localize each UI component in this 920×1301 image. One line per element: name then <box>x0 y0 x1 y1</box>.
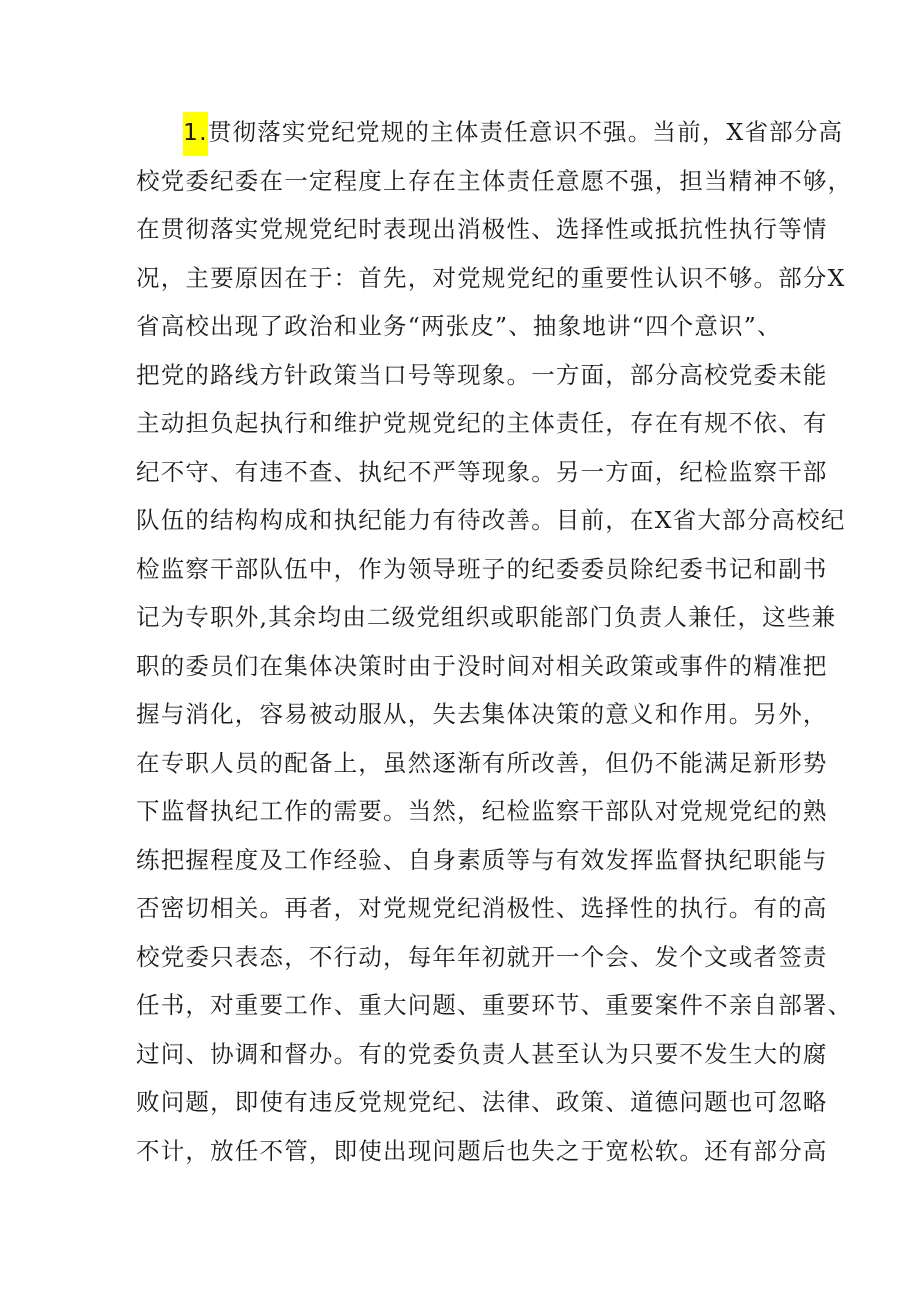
paragraph-line-4: 况，主要原因在于：首先，对党规党纪的重要性认识不够。部分X <box>136 264 846 292</box>
paragraph-line-text: 贯彻落实党纪党规的主体责任意识不强。当前，X省部分高 <box>207 118 844 146</box>
paragraph-line-15: 下监督执纪工作的需要。当然，纪检监察干部队对党规党纪的熟 <box>136 797 828 825</box>
paragraph-line-5: 省高校出现了政治和业务“两张皮”、抽象地讲“四个意识”、 <box>136 312 782 340</box>
paragraph-line-9: 队伍的结构构成和执纪能力有待改善。目前，在X省大部分高校纪 <box>136 506 846 534</box>
paragraph-line-7: 主动担负起执行和维护党规党纪的主体责任，存在有规不依、有 <box>136 409 828 437</box>
paragraph-line-17: 否密切相关。再者，对党规党纪消极性、选择性的执行。有的高 <box>136 894 828 922</box>
paragraph-line-6: 把党的路线方针政策当口号等现象。一方面，部分高校党委未能 <box>136 361 828 389</box>
paragraph-line-19: 任书，对重要工作、重大问题、重要环节、重要案件不亲自部署、 <box>136 991 853 1019</box>
paragraph-line-16: 练把握程度及工作经验、自身素质等与有效发挥监督执纪职能与 <box>136 846 828 874</box>
paragraph-line-1 <box>183 112 843 152</box>
paragraph-line-12: 职的委员们在集体决策时由于没时间对相关政策或事件的精准把 <box>136 652 828 680</box>
paragraph-line-20: 过问、协调和督办。有的党委负责人甚至认为只要不发生大的腐 <box>136 1040 828 1068</box>
paragraph-line-14: 在专职人员的配备上，虽然逐渐有所改善，但仍不能满足新形势 <box>136 749 828 777</box>
paragraph-line-10: 检监察干部队伍中，作为领导班子的纪委委员除纪委书记和副书 <box>136 555 828 583</box>
paragraph-line-11: 记为专职外,其余均由二级党组织或职能部门负责人兼任，这些兼 <box>136 603 837 631</box>
paragraph-line-8: 纪不守、有违不查、执纪不严等现象。另一方面，纪检监察干部 <box>136 458 828 486</box>
section-number-highlight: 1. <box>183 112 208 156</box>
paragraph-line-3: 在贯彻落实党规党纪时表现出消极性、选择性或抵抗性执行等情 <box>136 215 828 243</box>
paragraph-line-22: 不计，放任不管，即使出现问题后也失之于宽松软。还有部分高 <box>136 1137 828 1165</box>
paragraph-line-2: 校党委纪委在一定程度上存在主体责任意愿不强，担当精神不够， <box>136 167 853 195</box>
paragraph-line-21: 败问题，即使有违反党规党纪、法律、政策、道德问题也可忽略 <box>136 1088 828 1116</box>
paragraph-line-18: 校党委只表态，不行动，每年年初就开一个会、发个文或者签责 <box>136 943 828 971</box>
paragraph-line-13: 握与消化，容易被动服从，失去集体决策的意义和作用。另外， <box>136 700 828 728</box>
